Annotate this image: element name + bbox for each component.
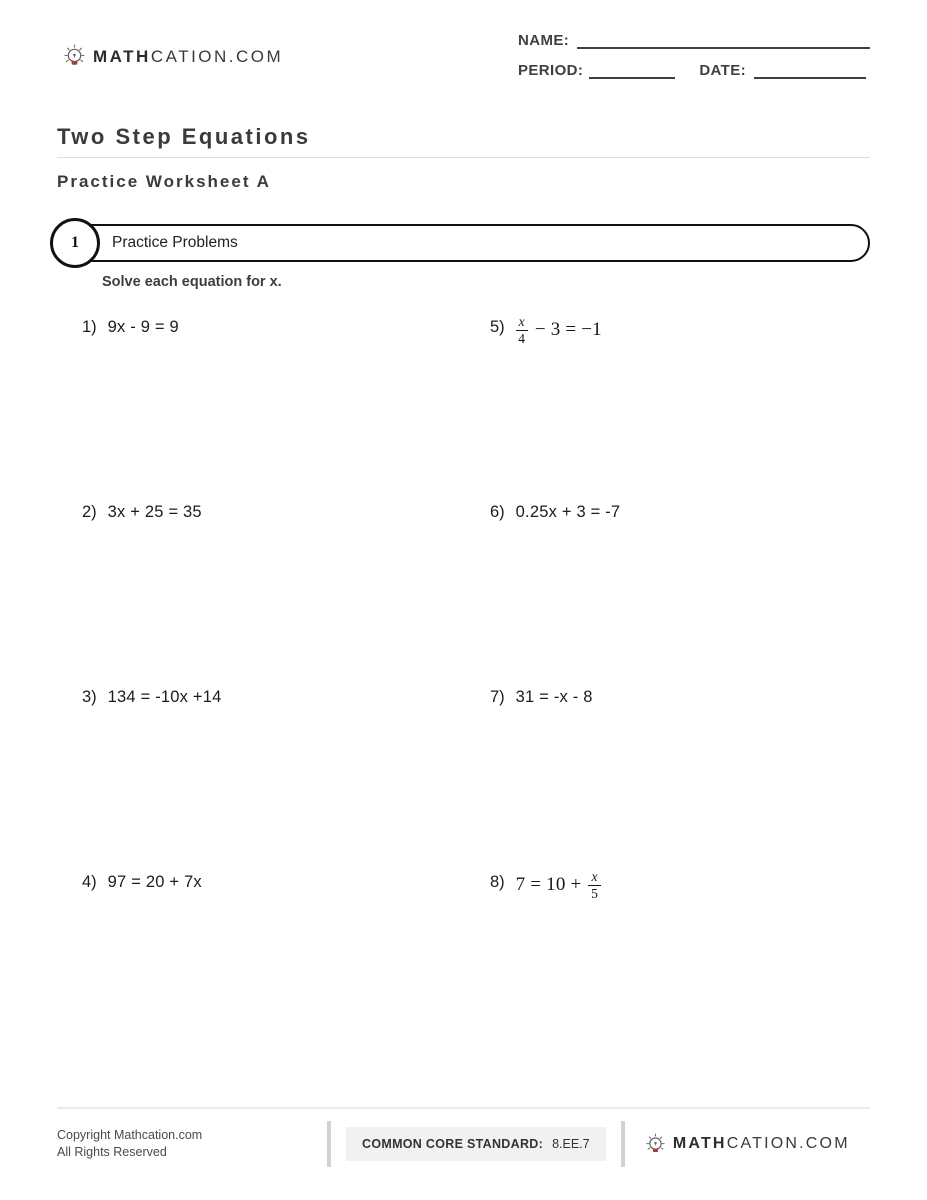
section-header (50, 218, 870, 268)
title-divider (57, 157, 870, 158)
mathcation-logo-footer (645, 1133, 850, 1156)
problem-4 (82, 873, 490, 1058)
section-number-badge: 1 (50, 218, 100, 268)
equation-tail: − 3 = −1 (534, 319, 602, 341)
problem-equation (516, 869, 601, 901)
name-row (518, 32, 870, 49)
logo-text (93, 47, 283, 67)
problem-number: 5) (490, 318, 505, 336)
logo-cation: CATION.COM (150, 46, 284, 66)
period-label: PERIOD: (518, 62, 584, 79)
problem-equation: 9x - 9 = 9 (107, 318, 179, 336)
problem-number: 7) (490, 688, 505, 706)
lightbulb-icon (645, 1133, 666, 1156)
problem-equation: 31 = -x - 8 (515, 688, 593, 706)
footer-logo-area (625, 1133, 870, 1156)
problems-grid (82, 314, 887, 1058)
footer-vertical-divider (327, 1121, 331, 1167)
problem-1 (82, 318, 490, 503)
student-fields (518, 28, 870, 79)
fraction-denominator: 4 (518, 330, 526, 346)
name-blank-line (577, 32, 870, 49)
standard-label: COMMON CORE STANDARD: (362, 1137, 544, 1151)
copyright-line-1: Copyright Mathcation.com (57, 1127, 203, 1142)
fraction-numerator: x (588, 869, 600, 886)
problem-number: 8) (490, 873, 505, 891)
problem-7 (490, 688, 887, 873)
lightbulb-icon (63, 44, 86, 69)
instructions: Solve each equation for x. (102, 274, 282, 290)
footer (57, 1121, 870, 1167)
fraction-numerator: x (516, 314, 528, 331)
problem-equation: 0.25x + 3 = -7 (515, 503, 621, 521)
problem-2 (82, 503, 490, 688)
standard-value: 8.EE.7 (552, 1137, 590, 1151)
header (57, 28, 870, 79)
problem-number: 1) (82, 318, 97, 336)
problem-equation: 134 = -10x +14 (107, 688, 222, 706)
section-title: Practice Problems (112, 234, 238, 251)
page-title: Two Step Equations (57, 124, 311, 149)
problem-number: 6) (490, 503, 505, 521)
problem-equation: 3x + 25 = 35 (107, 503, 202, 521)
problem-equation (516, 314, 602, 346)
problem-number: 4) (82, 873, 97, 891)
logo-math: MATH (672, 1135, 727, 1152)
period-blank-line (589, 62, 675, 79)
name-label: NAME: (518, 32, 570, 49)
problem-equation: 97 = 20 + 7x (107, 873, 202, 891)
equation-head: 7 = 10 + (515, 874, 582, 896)
logo-cation: CATION.COM (726, 1135, 850, 1152)
date-blank-line (754, 62, 866, 79)
worksheet-subtitle: Practice Worksheet A (57, 172, 271, 191)
problem-8 (490, 869, 887, 1058)
problem-5 (490, 314, 887, 503)
mathcation-logo (63, 44, 283, 69)
copyright-line-2: All Rights Reserved (57, 1145, 167, 1159)
problem-6 (490, 503, 887, 688)
common-core-standard-badge (346, 1127, 606, 1161)
copyright (57, 1127, 327, 1162)
fraction (516, 314, 528, 346)
section-title-pill (62, 224, 870, 262)
logo-text (673, 1135, 850, 1153)
period-date-row (518, 62, 870, 79)
fraction-denominator: 5 (591, 885, 599, 901)
problem-3 (82, 688, 490, 873)
problem-number: 3) (82, 688, 97, 706)
problem-number: 2) (82, 503, 97, 521)
fraction (588, 869, 600, 901)
date-label: DATE: (699, 62, 747, 79)
logo-math: MATH (93, 46, 151, 66)
footer-divider (57, 1107, 870, 1109)
